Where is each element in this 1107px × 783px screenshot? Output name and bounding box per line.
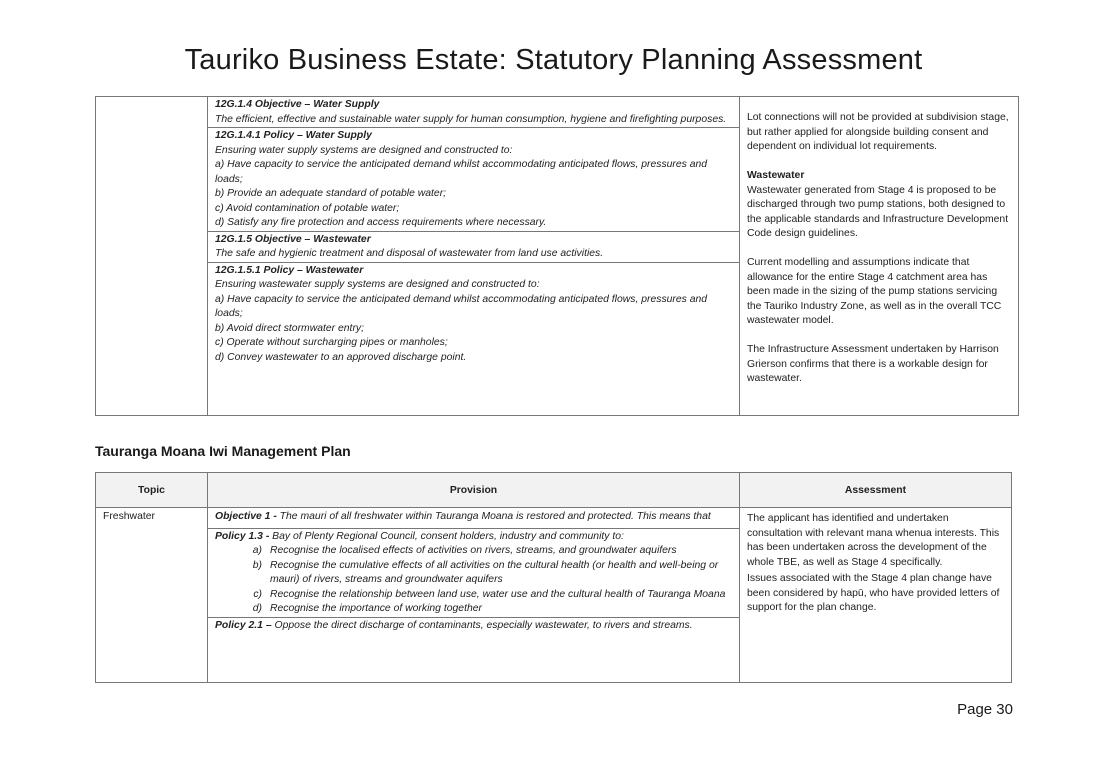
provision-line: Ensuring wastewater supply systems are designed and constructed to: (215, 279, 540, 290)
assessment-subheading: Wastewater (747, 170, 805, 181)
provision-section (208, 263, 739, 366)
assessment-paragraph: Lot connections will not be provided at subdivision stage, but rather applied for alongside building consent and dependent on individual lot requirements. (747, 112, 1009, 152)
planning-table-district (95, 96, 1019, 416)
provision-section (208, 529, 739, 618)
provision-cell (208, 508, 740, 683)
planning-table-iwi (95, 472, 1012, 683)
provision-line: Ensuring water supply systems are designed and constructed to: (215, 144, 513, 156)
provision-line: a) Have capacity to service the anticipated demand whilst accommodating anticipated flows, pressures and loads; (215, 159, 708, 185)
provision-text: The mauri of all freshwater within Tauranga Moana is restored and protected. This means that (276, 511, 711, 522)
section-heading: Tauranga Moana Iwi Management Plan (95, 443, 351, 459)
provision-line: b) Avoid direct stormwater entry; (215, 322, 364, 334)
page-number: Page 30 (957, 701, 1013, 718)
provision-line: d) Satisfy any fire protection and access requirements where necessary. (215, 217, 547, 228)
topic-cell: Freshwater (96, 508, 208, 683)
assessment-paragraph: Wastewater generated from Stage 4 is proposed to be discharged through two pump stations, both designed to the applicable standards and Infrastructure Development Code design guidelines. (747, 184, 1009, 239)
provision-heading: 12G.1.4.1 Policy – Water Supply (215, 130, 372, 141)
page-title: Tauriko Business Estate: Statutory Planning Assessment (184, 44, 923, 76)
list-item: a) Recognise the localised effects of activities on rivers, streams, and groundwater aquifers (252, 545, 677, 556)
assessment-paragraph: Current modelling and assumptions indicate that allowance for the entire Stage 4 catchment area has been made in the sizing of the pump stations servicing the Tauriko Industry Zone, as well as in the overall TCC wastewater model. (747, 257, 1002, 326)
topic-cell (96, 97, 208, 416)
provision-line: c) Operate without surcharging pipes or manholes; (215, 337, 448, 348)
column-header-topic: Topic (96, 473, 208, 508)
provision-label: Objective 1 - (215, 511, 277, 522)
provision-line: The safe and hygienic treatment and disposal of wastewater from land use activities. (215, 248, 604, 259)
provision-text: Oppose the direct discharge of contaminants, especially wastewater, to rivers and streams. (271, 619, 693, 631)
provision-line: d) Convey wastewater to an approved discharge point. (215, 351, 467, 363)
provision-section (208, 128, 739, 232)
provision-section (208, 618, 739, 634)
list-item: c) Recognise the relationship between land use, water use and the cultural health of Tauranga Moana (253, 588, 726, 600)
provision-section (208, 97, 739, 128)
provision-cell (208, 97, 740, 416)
policy-list (215, 544, 733, 617)
provision-heading: 12G.1.4 Objective – Water Supply (215, 99, 380, 110)
provision-label: Policy 2.1 – (215, 619, 272, 631)
list-item: d) Recognise the importance of working together (252, 603, 482, 614)
provision-line: b) Provide an adequate standard of potable water; (215, 188, 447, 199)
assessment-paragraph: The Infrastructure Assessment undertaken by Harrison Grierson confirms that there is a workable design for wastewater. (747, 344, 999, 384)
assessment-cell (740, 97, 1019, 416)
column-header-assessment: Assessment (740, 473, 1012, 508)
assessment-paragraph: The applicant has identified and undertaken consultation with relevant mana whenua interests. This has been undertaken across the development of the whole TBE, as well as Stage 4 specifically. (747, 513, 1000, 568)
assessment-cell (740, 508, 1012, 683)
provision-section (208, 232, 739, 263)
assessment-paragraph: Issues associated with the Stage 4 plan change have been considered by hapū, who have provided letters of support for the plan change. (747, 573, 1000, 613)
provision-line: The efficient, effective and sustainable water supply for human consumption, hygiene and firefighting purposes. (215, 113, 727, 125)
provision-label: Policy 1.3 - (215, 530, 270, 542)
list-item: b) Recognise the cumulative effects of all activities on the cultural health (or health and well-being or mauri) of rivers, streams and groundwater aquifers (252, 559, 719, 585)
provision-heading: 12G.1.5 Objective – Wastewater (215, 233, 371, 245)
column-header-provision: Provision (208, 473, 740, 508)
provision-line: c) Avoid contamination of potable water; (215, 202, 400, 214)
provision-line: a) Have capacity to service the anticipated demand whilst accommodating anticipated flows, pressures and loads; (215, 293, 708, 319)
provision-text: Bay of Plenty Regional Council, consent holders, industry and community to: (269, 530, 624, 542)
provision-section (208, 508, 739, 529)
provision-heading: 12G.1.5.1 Policy – Wastewater (215, 264, 364, 276)
